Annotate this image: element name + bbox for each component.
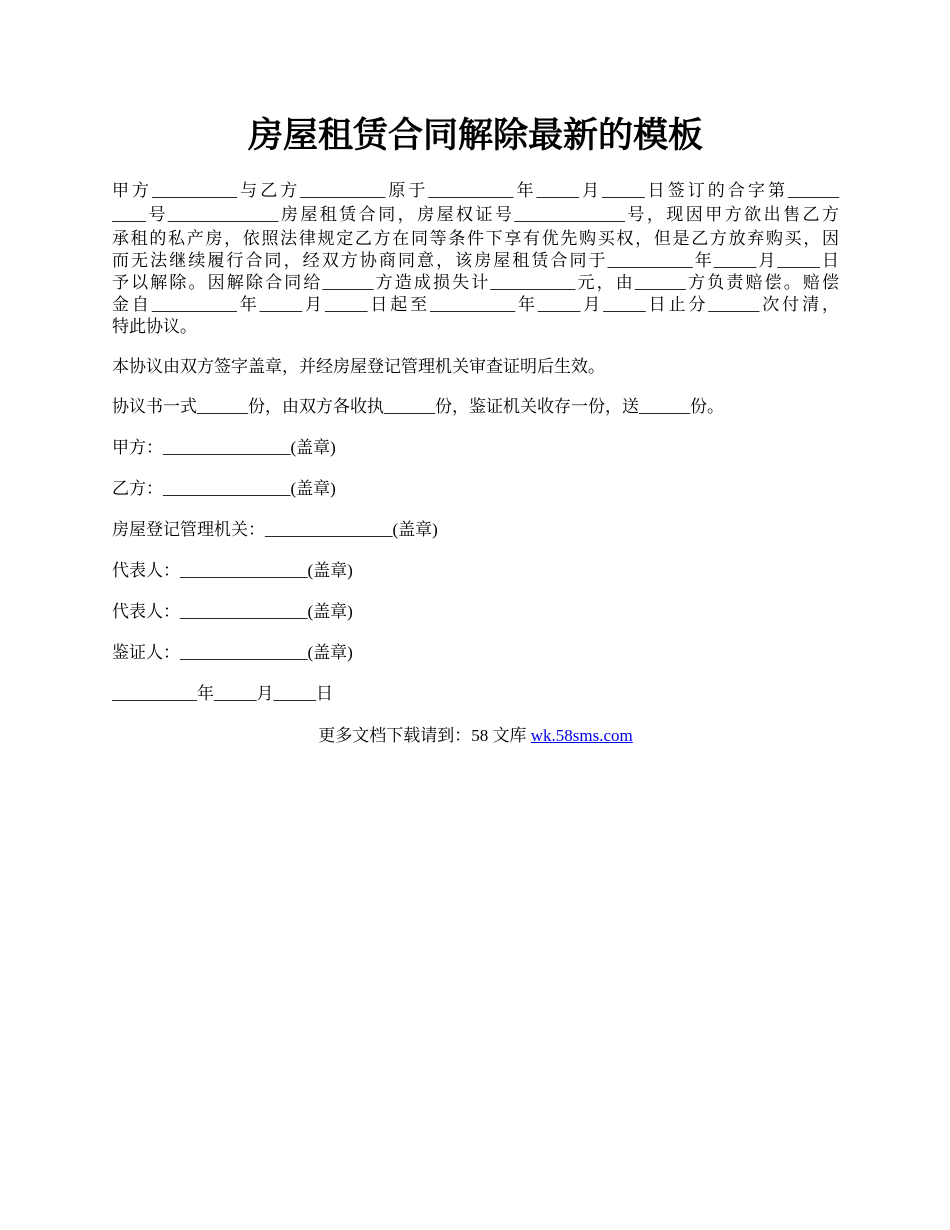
signature-notary: 鉴证人：_______________(盖章): [112, 643, 353, 662]
paragraph-1-line-2: ____号_____________房屋租赁合同，房屋权证号_____________号，现因甲方欲出售乙方: [112, 205, 839, 224]
signature-representative-2: 代表人：_______________(盖章): [112, 602, 353, 621]
paragraph-1-line-4: 而无法继续履行合同，经双方协商同意，该房屋租赁合同于__________年_____月_____日: [112, 251, 839, 270]
signature-representative-1: 代表人：_______________(盖章): [112, 561, 353, 580]
signature-date: __________年_____月_____日: [112, 684, 333, 703]
signature-party-a: 甲方：_______________(盖章): [112, 438, 336, 457]
paragraph-1-line-6: 金自__________年_____月_____日起至__________年_____月_____日止分______次付清，: [112, 295, 839, 314]
signature-party-b: 乙方：_______________(盖章): [112, 479, 336, 498]
paragraph-3: 协议书一式______份，由双方各收执______份，鉴证机关收存一份，送______份。: [112, 397, 724, 416]
paragraph-1-line-3: 承租的私产房，依照法律规定乙方在同等条件下享有优先购买权，但是乙方放弃购买，因: [112, 229, 839, 248]
download-footer: [112, 725, 839, 747]
paragraph-1-line-1: 甲方__________与乙方__________原于__________年_____月_____日签订的合字第______: [112, 181, 839, 200]
paragraph-2: 本协议由双方签字盖章，并经房屋登记管理机关审查证明后生效。: [112, 357, 605, 376]
paragraph-1-line-5: 予以解除。因解除合同给______方造成损失计__________元，由______方负责赔偿。赔偿: [112, 273, 839, 292]
footer-text: 更多文档下载请到：58 文库: [318, 726, 531, 745]
document-title: 房屋租赁合同解除最新的模板: [247, 116, 703, 155]
signature-registry: 房屋登记管理机关：_______________(盖章): [112, 520, 438, 539]
footer-link[interactable]: wk.58sms.com: [530, 726, 633, 745]
paragraph-1-line-7: 特此协议。: [112, 317, 197, 336]
